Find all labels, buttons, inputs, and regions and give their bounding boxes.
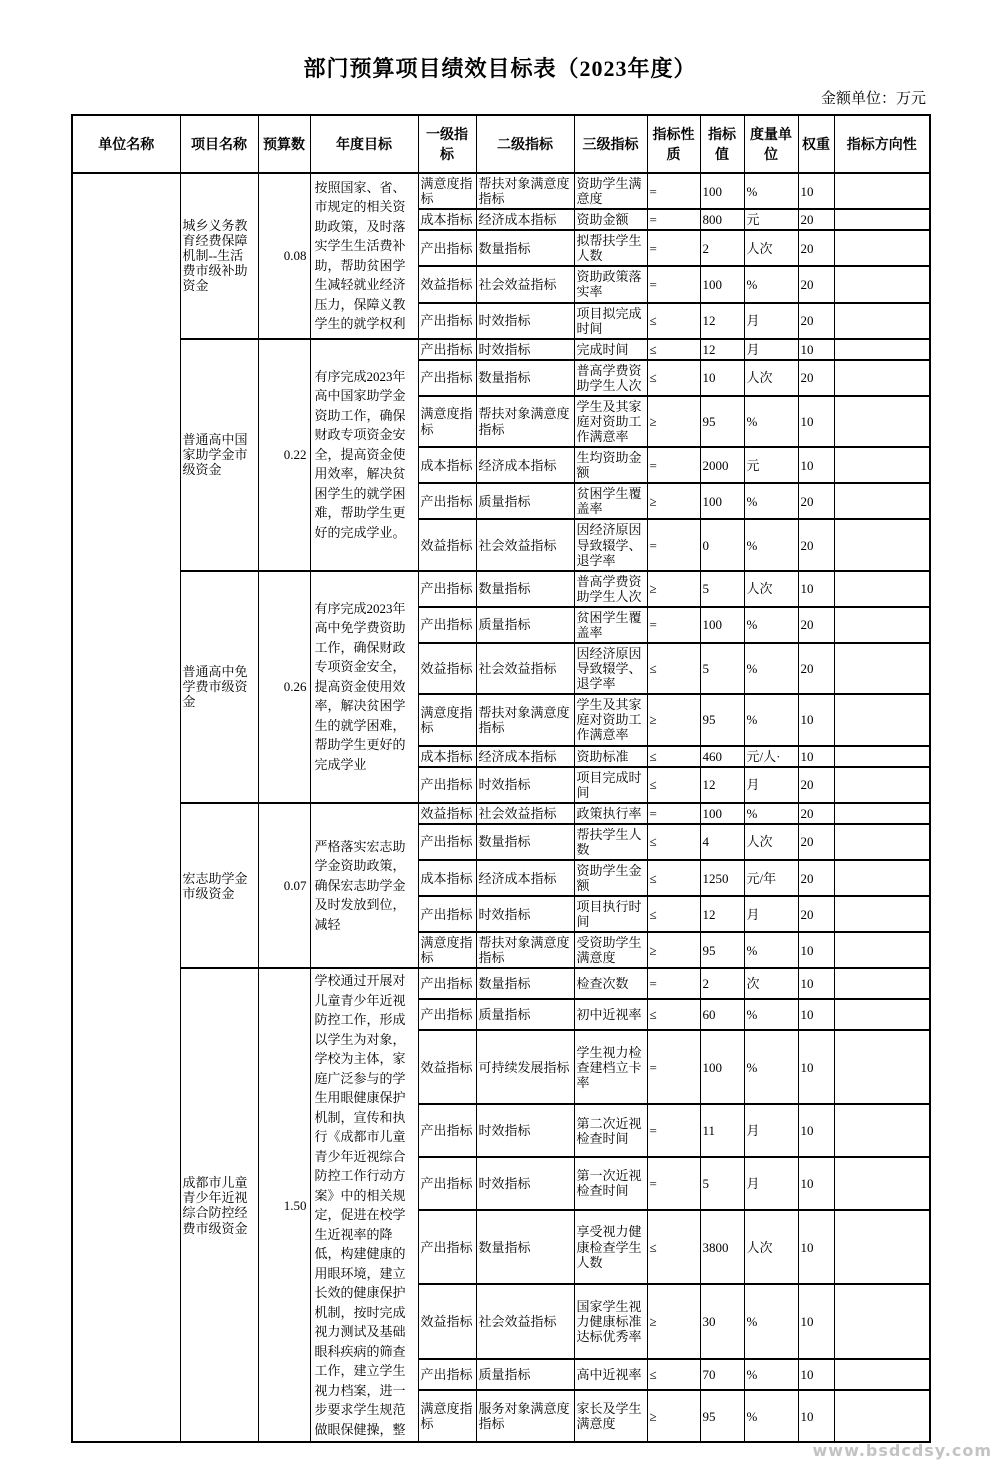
- level3-indicator-cell: 项目完成时间: [574, 767, 647, 803]
- direction-cell: [834, 824, 930, 860]
- indicator-nature-cell: =: [647, 1030, 700, 1105]
- direction-cell: [834, 896, 930, 932]
- level3-indicator-cell: 项目执行时间: [574, 896, 647, 932]
- indicator-nature-cell: =: [647, 209, 700, 230]
- level1-indicator-cell: 产出指标: [418, 360, 476, 396]
- level2-indicator-cell: 社会效益指标: [476, 803, 574, 824]
- weight-cell: 10: [798, 999, 834, 1030]
- weight-cell: 10: [798, 1157, 834, 1210]
- indicator-value-cell: 10: [700, 360, 744, 396]
- indicator-nature-cell: ≤: [647, 824, 700, 860]
- measure-unit-cell: %: [744, 1359, 798, 1390]
- budget-cell: 0.07: [258, 803, 310, 969]
- indicator-value-cell: 100: [700, 173, 744, 209]
- level2-indicator-cell: 时效指标: [476, 1157, 574, 1210]
- level2-indicator-cell: 社会效益指标: [476, 519, 574, 570]
- project-name-cell: 宏志助学金市级资金: [180, 803, 258, 969]
- indicator-value-cell: 2000: [700, 447, 744, 483]
- indicator-nature-cell: =: [647, 607, 700, 643]
- col-header-direction: 指标方向性: [834, 115, 930, 173]
- level1-indicator-cell: 效益指标: [418, 643, 476, 694]
- level3-indicator-cell: 高中近视率: [574, 1359, 647, 1390]
- direction-cell: [834, 571, 930, 607]
- indicator-value-cell: 4: [700, 824, 744, 860]
- measure-unit-cell: 人次: [744, 824, 798, 860]
- direction-cell: [834, 519, 930, 570]
- level2-indicator-cell: 帮扶对象满意度指标: [476, 932, 574, 968]
- performance-target-table: [71, 114, 931, 1443]
- indicator-value-cell: 95: [700, 694, 744, 745]
- indicator-nature-cell: ≤: [647, 860, 700, 896]
- weight-cell: 20: [798, 209, 834, 230]
- level3-indicator-cell: 第一次近视检查时间: [574, 1157, 647, 1210]
- indicator-value-cell: 30: [700, 1284, 744, 1359]
- measure-unit-cell: 元/人·: [744, 746, 798, 767]
- indicator-nature-cell: ≤: [647, 643, 700, 694]
- weight-cell: 20: [798, 607, 834, 643]
- measure-unit-cell: 元/年: [744, 860, 798, 896]
- measure-unit-cell: %: [744, 266, 798, 302]
- direction-cell: [834, 694, 930, 745]
- indicator-value-cell: 12: [700, 303, 744, 339]
- weight-cell: 20: [798, 360, 834, 396]
- col-header-level2: 二级指标: [476, 115, 574, 173]
- measure-unit-cell: %: [744, 519, 798, 570]
- indicator-nature-cell: =: [647, 803, 700, 824]
- indicator-nature-cell: ≤: [647, 999, 700, 1030]
- weight-cell: 20: [798, 643, 834, 694]
- page-title: 部门预算项目绩效目标表（2023年度）: [303, 56, 697, 81]
- level2-indicator-cell: 时效指标: [476, 1104, 574, 1157]
- indicator-value-cell: 95: [700, 1390, 744, 1443]
- indicator-value-cell: 100: [700, 266, 744, 302]
- level1-indicator-cell: 满意度指标: [418, 932, 476, 968]
- direction-cell: [834, 803, 930, 824]
- measure-unit-cell: 月: [744, 339, 798, 360]
- level3-indicator-cell: 因经济原因导致辍学、退学率: [574, 519, 647, 570]
- indicator-value-cell: 5: [700, 643, 744, 694]
- budget-cell: 1.50: [258, 968, 310, 1442]
- indicator-nature-cell: =: [647, 447, 700, 483]
- indicator-nature-cell: =: [647, 968, 700, 999]
- weight-cell: 10: [798, 1210, 834, 1285]
- level3-indicator-cell: 检查次数: [574, 968, 647, 999]
- weight-cell: 10: [798, 746, 834, 767]
- indicator-nature-cell: ≤: [647, 746, 700, 767]
- measure-unit-cell: %: [744, 483, 798, 519]
- measure-unit-cell: 人次: [744, 360, 798, 396]
- col-header-annual-goal: 年度目标: [310, 115, 418, 173]
- indicator-row: [72, 968, 930, 999]
- level2-indicator-cell: 数量指标: [476, 968, 574, 999]
- level3-indicator-cell: 学生视力检查建档立卡率: [574, 1030, 647, 1105]
- level1-indicator-cell: 成本指标: [418, 209, 476, 230]
- indicator-nature-cell: =: [647, 1104, 700, 1157]
- col-header-level1: 一级指标: [418, 115, 476, 173]
- direction-cell: [834, 1284, 930, 1359]
- level1-indicator-cell: 产出指标: [418, 607, 476, 643]
- weight-cell: 10: [798, 968, 834, 999]
- level2-indicator-cell: 数量指标: [476, 360, 574, 396]
- indicator-row: [72, 339, 930, 360]
- indicator-value-cell: 100: [700, 1030, 744, 1105]
- weight-cell: 20: [798, 519, 834, 570]
- level2-indicator-cell: 社会效益指标: [476, 1284, 574, 1359]
- indicator-row: [72, 571, 930, 607]
- indicator-value-cell: 12: [700, 767, 744, 803]
- level2-indicator-cell: 数量指标: [476, 1210, 574, 1285]
- indicator-row: [72, 803, 930, 824]
- level3-indicator-cell: 学生及其家庭对资助工作满意率: [574, 396, 647, 447]
- weight-cell: 20: [798, 230, 834, 266]
- measure-unit-cell: 月: [744, 1157, 798, 1210]
- indicator-nature-cell: =: [647, 1157, 700, 1210]
- direction-cell: [834, 1157, 930, 1210]
- indicator-nature-cell: =: [647, 266, 700, 302]
- indicator-value-cell: 1250: [700, 860, 744, 896]
- col-header-nature: 指标性质: [647, 115, 700, 173]
- level2-indicator-cell: 数量指标: [476, 230, 574, 266]
- project-name-cell: 成都市儿童青少年近视综合防控经费市级资金: [180, 968, 258, 1442]
- indicator-nature-cell: =: [647, 230, 700, 266]
- measure-unit-cell: 元: [744, 209, 798, 230]
- measure-unit-cell: 月: [744, 767, 798, 803]
- level3-indicator-cell: 享受视力健康检查学生人数: [574, 1210, 647, 1285]
- weight-cell: 10: [798, 173, 834, 209]
- level3-indicator-cell: 初中近视率: [574, 999, 647, 1030]
- weight-cell: 20: [798, 303, 834, 339]
- weight-cell: 10: [798, 447, 834, 483]
- direction-cell: [834, 447, 930, 483]
- level3-indicator-cell: 资助学生金额: [574, 860, 647, 896]
- weight-cell: 10: [798, 1284, 834, 1359]
- direction-cell: [834, 396, 930, 447]
- measure-unit-cell: %: [744, 173, 798, 209]
- level2-indicator-cell: 帮扶对象满意度指标: [476, 396, 574, 447]
- level3-indicator-cell: 政策执行率: [574, 803, 647, 824]
- measure-unit-cell: 次: [744, 968, 798, 999]
- level1-indicator-cell: 效益指标: [418, 519, 476, 570]
- level3-indicator-cell: 受资助学生满意度: [574, 932, 647, 968]
- col-header-level3: 三级指标: [574, 115, 647, 173]
- indicator-value-cell: 100: [700, 483, 744, 519]
- level3-indicator-cell: 第二次近视检查时间: [574, 1104, 647, 1157]
- indicator-value-cell: 3800: [700, 1210, 744, 1285]
- measure-unit-cell: %: [744, 607, 798, 643]
- level2-indicator-cell: 时效指标: [476, 767, 574, 803]
- level1-indicator-cell: 成本指标: [418, 860, 476, 896]
- level1-indicator-cell: 效益指标: [418, 1284, 476, 1359]
- watermark: www.bsdcdsy.com: [812, 1441, 992, 1460]
- annual-goal-cell: 有序完成2023年高中国家助学金资助工作，确保财政专项资金安全，提高资金使用效率，解决贫困学生的就学困难，帮助学生更好的完成学业。: [310, 339, 418, 571]
- weight-cell: 10: [798, 932, 834, 968]
- level1-indicator-cell: 产出指标: [418, 339, 476, 360]
- annual-goal-cell: 学校通过开展对儿童青少年近视防控工作，形成以学生为对象，学校为主体，家庭广泛参与的学生用眼健康保护机制，宣传和执行《成都市儿童青少年近视综合防控工作行动方案》中的相关规定，促进在校学生近视率的降低，构建健康的用眼环境，建立长效的健康保护机制，按时完成视力测试及基础眼科疾病的筛查工作，建立学生视力档案，进一步要求学生规范做眼保健操，整: [310, 968, 418, 1442]
- weight-cell: 20: [798, 483, 834, 519]
- measure-unit-cell: %: [744, 1030, 798, 1105]
- measure-unit-cell: %: [744, 999, 798, 1030]
- level3-indicator-cell: 资助金额: [574, 209, 647, 230]
- measure-unit-cell: %: [744, 932, 798, 968]
- indicator-value-cell: 100: [700, 607, 744, 643]
- level1-indicator-cell: 效益指标: [418, 803, 476, 824]
- measure-unit-cell: 月: [744, 303, 798, 339]
- measure-unit-cell: 月: [744, 896, 798, 932]
- level2-indicator-cell: 质量指标: [476, 607, 574, 643]
- direction-cell: [834, 230, 930, 266]
- weight-cell: 20: [798, 803, 834, 824]
- level1-indicator-cell: 满意度指标: [418, 173, 476, 209]
- indicator-nature-cell: ≥: [647, 932, 700, 968]
- level3-indicator-cell: 家长及学生满意度: [574, 1390, 647, 1443]
- indicator-nature-cell: ≤: [647, 896, 700, 932]
- level2-indicator-cell: 数量指标: [476, 824, 574, 860]
- level3-indicator-cell: 项目拟完成时间: [574, 303, 647, 339]
- level2-indicator-cell: 经济成本指标: [476, 746, 574, 767]
- direction-cell: [834, 968, 930, 999]
- level3-indicator-cell: 资助学生满意度: [574, 173, 647, 209]
- indicator-nature-cell: =: [647, 173, 700, 209]
- measure-unit-cell: %: [744, 803, 798, 824]
- weight-cell: 10: [798, 694, 834, 745]
- level1-indicator-cell: 产出指标: [418, 968, 476, 999]
- indicator-value-cell: 11: [700, 1104, 744, 1157]
- level1-indicator-cell: 产出指标: [418, 1359, 476, 1390]
- weight-cell: 10: [798, 1390, 834, 1443]
- indicator-nature-cell: ≥: [647, 694, 700, 745]
- measure-unit-cell: %: [744, 694, 798, 745]
- level1-indicator-cell: 效益指标: [418, 1030, 476, 1105]
- direction-cell: [834, 607, 930, 643]
- direction-cell: [834, 360, 930, 396]
- weight-cell: 20: [798, 824, 834, 860]
- level1-indicator-cell: 产出指标: [418, 1157, 476, 1210]
- measure-unit-cell: %: [744, 643, 798, 694]
- level2-indicator-cell: 社会效益指标: [476, 266, 574, 302]
- annual-goal-cell: 严格落实宏志助学金资助政策，确保宏志助学金及时发放到位，减轻: [310, 803, 418, 969]
- weight-cell: 20: [798, 767, 834, 803]
- level2-indicator-cell: 经济成本指标: [476, 860, 574, 896]
- indicator-nature-cell: =: [647, 519, 700, 570]
- level1-indicator-cell: 产出指标: [418, 303, 476, 339]
- indicator-value-cell: 800: [700, 209, 744, 230]
- level1-indicator-cell: 产出指标: [418, 230, 476, 266]
- level1-indicator-cell: 产出指标: [418, 483, 476, 519]
- level3-indicator-cell: 贫困学生覆盖率: [574, 483, 647, 519]
- level2-indicator-cell: 经济成本指标: [476, 209, 574, 230]
- project-name-cell: 城乡义务教育经费保障机制--生活费市级补助资金: [180, 173, 258, 339]
- indicator-value-cell: 70: [700, 1359, 744, 1390]
- direction-cell: [834, 1210, 930, 1285]
- direction-cell: [834, 339, 930, 360]
- col-header-unit-name: 单位名称: [72, 115, 180, 173]
- level2-indicator-cell: 经济成本指标: [476, 447, 574, 483]
- level3-indicator-cell: 完成时间: [574, 339, 647, 360]
- level3-indicator-cell: 学生及其家庭对资助工作满意率: [574, 694, 647, 745]
- direction-cell: [834, 746, 930, 767]
- col-header-budget: 预算数: [258, 115, 310, 173]
- col-header-measure-unit: 度量单位: [744, 115, 798, 173]
- level3-indicator-cell: 资助标准: [574, 746, 647, 767]
- indicator-value-cell: 95: [700, 932, 744, 968]
- measure-unit-cell: 元: [744, 447, 798, 483]
- indicator-nature-cell: ≤: [647, 360, 700, 396]
- level3-indicator-cell: 资助政策落实率: [574, 266, 647, 302]
- direction-cell: [834, 999, 930, 1030]
- indicator-nature-cell: ≥: [647, 1390, 700, 1443]
- measure-unit-cell: %: [744, 1284, 798, 1359]
- project-name-cell: 普通高中免学费市级资金: [180, 571, 258, 803]
- weight-cell: 20: [798, 266, 834, 302]
- direction-cell: [834, 860, 930, 896]
- level1-indicator-cell: 产出指标: [418, 896, 476, 932]
- indicator-value-cell: 0: [700, 519, 744, 570]
- weight-cell: 10: [798, 1359, 834, 1390]
- measure-unit-cell: 月: [744, 1104, 798, 1157]
- header-row: [72, 115, 930, 173]
- indicator-value-cell: 95: [700, 396, 744, 447]
- level3-indicator-cell: 普高学费资助学生人次: [574, 360, 647, 396]
- measure-unit-cell: 人次: [744, 571, 798, 607]
- indicator-nature-cell: ≥: [647, 396, 700, 447]
- level3-indicator-cell: 贫困学生覆盖率: [574, 607, 647, 643]
- weight-cell: 10: [798, 396, 834, 447]
- direction-cell: [834, 932, 930, 968]
- indicator-value-cell: 60: [700, 999, 744, 1030]
- measure-unit-cell: 人次: [744, 1210, 798, 1285]
- direction-cell: [834, 767, 930, 803]
- measure-unit-cell: %: [744, 396, 798, 447]
- measure-unit-cell: 人次: [744, 230, 798, 266]
- weight-cell: 10: [798, 1030, 834, 1105]
- weight-cell: 10: [798, 339, 834, 360]
- level2-indicator-cell: 帮扶对象满意度指标: [476, 173, 574, 209]
- level2-indicator-cell: 服务对象满意度指标: [476, 1390, 574, 1443]
- weight-cell: 20: [798, 860, 834, 896]
- level1-indicator-cell: 产出指标: [418, 767, 476, 803]
- level2-indicator-cell: 时效指标: [476, 896, 574, 932]
- level2-indicator-cell: 时效指标: [476, 303, 574, 339]
- amount-unit-note: 金额单位：万元: [820, 91, 926, 107]
- indicator-value-cell: 2: [700, 968, 744, 999]
- indicator-value-cell: 12: [700, 339, 744, 360]
- indicator-nature-cell: ≤: [647, 339, 700, 360]
- indicator-nature-cell: ≤: [647, 303, 700, 339]
- direction-cell: [834, 173, 930, 209]
- indicator-value-cell: 12: [700, 896, 744, 932]
- direction-cell: [834, 483, 930, 519]
- weight-cell: 10: [798, 1104, 834, 1157]
- budget-cell: 0.08: [258, 173, 310, 339]
- indicator-value-cell: 2: [700, 230, 744, 266]
- indicator-nature-cell: ≥: [647, 571, 700, 607]
- level1-indicator-cell: 产出指标: [418, 571, 476, 607]
- direction-cell: [834, 1030, 930, 1105]
- level1-indicator-cell: 满意度指标: [418, 694, 476, 745]
- indicator-value-cell: 5: [700, 1157, 744, 1210]
- level2-indicator-cell: 可持续发展指标: [476, 1030, 574, 1105]
- level2-indicator-cell: 社会效益指标: [476, 643, 574, 694]
- project-name-cell: 普通高中国家助学金市级资金: [180, 339, 258, 571]
- level2-indicator-cell: 时效指标: [476, 339, 574, 360]
- indicator-nature-cell: ≤: [647, 767, 700, 803]
- weight-cell: 20: [798, 896, 834, 932]
- level3-indicator-cell: 国家学生视力健康标准达标优秀率: [574, 1284, 647, 1359]
- col-header-value: 指标值: [700, 115, 744, 173]
- annual-goal-cell: 有序完成2023年高中免学费资助工作，确保财政专项资金安全，提高资金使用效率，解决贫困学生的就学困难，帮助学生更好的完成学业: [310, 571, 418, 803]
- level1-indicator-cell: 成本指标: [418, 447, 476, 483]
- level1-indicator-cell: 成本指标: [418, 746, 476, 767]
- level1-indicator-cell: 满意度指标: [418, 396, 476, 447]
- level1-indicator-cell: 产出指标: [418, 999, 476, 1030]
- level3-indicator-cell: 生均资助金额: [574, 447, 647, 483]
- level3-indicator-cell: 因经济原因导致辍学、退学率: [574, 643, 647, 694]
- budget-cell: 0.22: [258, 339, 310, 571]
- level3-indicator-cell: 普高学费资助学生人次: [574, 571, 647, 607]
- level2-indicator-cell: 数量指标: [476, 571, 574, 607]
- annual-goal-cell: 按照国家、省、市规定的相关资助政策，及时落实学生生活费补助，帮助贫困学生减轻就业经济压力，保障义教学生的就学权利: [310, 173, 418, 339]
- indicator-nature-cell: ≤: [647, 1210, 700, 1285]
- direction-cell: [834, 643, 930, 694]
- level1-indicator-cell: 产出指标: [418, 1210, 476, 1285]
- direction-cell: [834, 303, 930, 339]
- level3-indicator-cell: 帮扶学生人数: [574, 824, 647, 860]
- col-header-weight: 权重: [798, 115, 834, 173]
- indicator-value-cell: 100: [700, 803, 744, 824]
- measure-unit-cell: %: [744, 1390, 798, 1443]
- direction-cell: [834, 1104, 930, 1157]
- level1-indicator-cell: 满意度指标: [418, 1390, 476, 1443]
- level2-indicator-cell: 帮扶对象满意度指标: [476, 694, 574, 745]
- level3-indicator-cell: 拟帮扶学生人数: [574, 230, 647, 266]
- level1-indicator-cell: 产出指标: [418, 824, 476, 860]
- level2-indicator-cell: 质量指标: [476, 483, 574, 519]
- budget-cell: 0.26: [258, 571, 310, 803]
- indicator-nature-cell: ≥: [647, 483, 700, 519]
- direction-cell: [834, 1359, 930, 1390]
- level2-indicator-cell: 质量指标: [476, 1359, 574, 1390]
- col-header-project-name: 项目名称: [180, 115, 258, 173]
- level1-indicator-cell: 产出指标: [418, 1104, 476, 1157]
- weight-cell: 10: [798, 571, 834, 607]
- indicator-value-cell: 460: [700, 746, 744, 767]
- unit-name-cell: [72, 173, 180, 1442]
- indicator-nature-cell: ≥: [647, 1284, 700, 1359]
- direction-cell: [834, 266, 930, 302]
- indicator-value-cell: 5: [700, 571, 744, 607]
- indicator-nature-cell: ≤: [647, 1359, 700, 1390]
- level2-indicator-cell: 质量指标: [476, 999, 574, 1030]
- level1-indicator-cell: 效益指标: [418, 266, 476, 302]
- indicator-row: [72, 173, 930, 209]
- direction-cell: [834, 1390, 930, 1443]
- direction-cell: [834, 209, 930, 230]
